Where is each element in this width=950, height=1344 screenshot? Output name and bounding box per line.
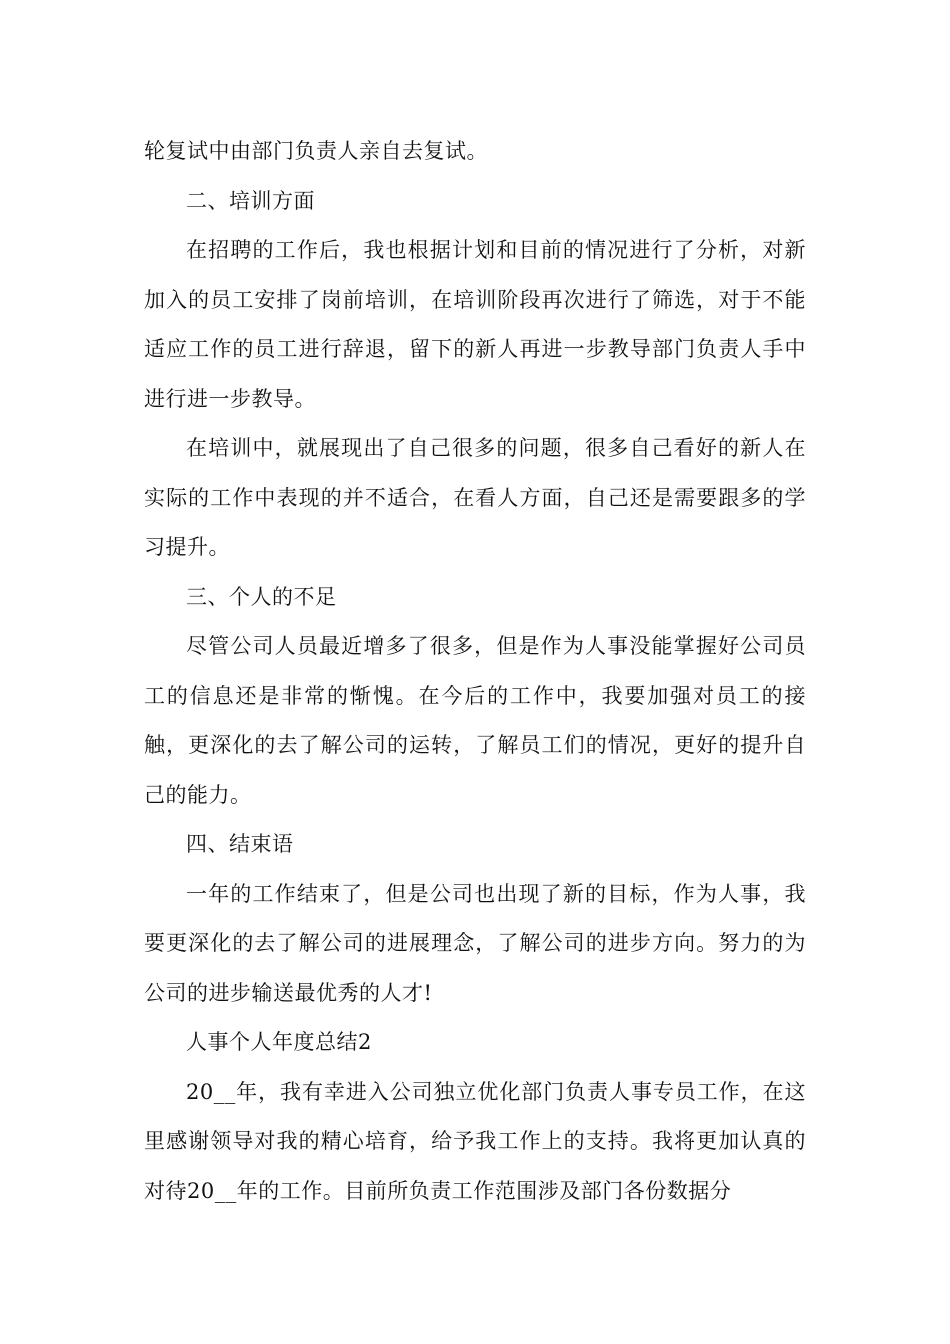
section-heading-training: 二、培训方面	[186, 188, 315, 213]
document-body	[144, 127, 806, 1216]
paragraph-training-1: 在招聘的工作后，我也根据计划和目前的情况进行了分析，对新加入的员工安排了岗前培训，在培训阶段再次进行了筛选，对于不能适应工作的员工进行辞退，留下的新人再进一步教导部门负责人手中进行进一步教导。	[144, 238, 806, 411]
paragraph-conclusion: 一年的工作结束了，但是公司也出现了新的目标，作为人事，我要更深化的去了解公司的进展理念，了解公司的进步方向。努力的为公司的进步输送最优秀的人才!	[144, 881, 806, 1005]
paragraph-summary-2-intro: 20__年，我有幸进入公司独立优化部门负责人事专员工作，在这里感谢领导对我的精心培育，给予我工作上的支持。我将更加认真的对待20__年的工作。目前所负责工作范围涉及部门各份数据分	[144, 1079, 806, 1203]
section-heading-shortcomings: 三、个人的不足	[186, 584, 337, 609]
section-heading-summary-2: 人事个人年度总结2	[186, 1030, 372, 1054]
paragraph-continuation: 轮复试中由部门负责人亲自去复试。	[144, 139, 488, 163]
paragraph-shortcomings: 尽管公司人员最近增多了很多，但是作为人事没能掌握好公司员工的信息还是非常的惭愧。在今后的工作中，我要加强对员工的接触，更深化的去了解公司的运转，了解员工们的情况，更好的提升自己的能力。	[144, 634, 806, 807]
section-heading-conclusion: 四、结束语	[186, 832, 294, 856]
paragraph-training-2: 在培训中，就展现出了自己很多的问题，很多自己看好的新人在实际的工作中表现的并不适合，在看人方面，自己还是需要跟多的学习提升。	[144, 436, 806, 559]
